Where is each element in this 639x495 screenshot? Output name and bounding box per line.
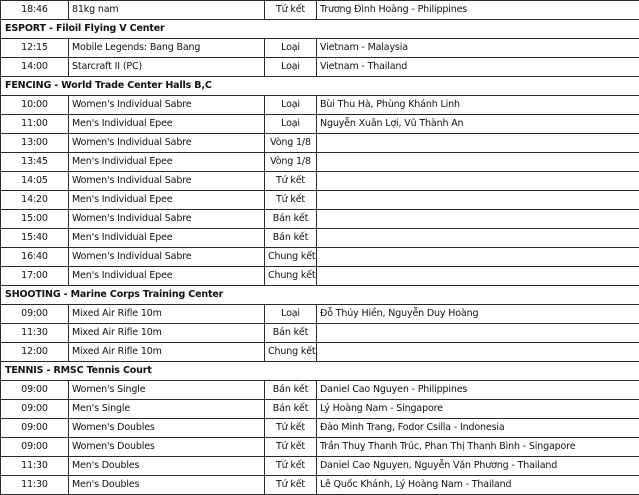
round-cell: Vòng 1/8: [265, 153, 317, 172]
time-cell: 18:46: [1, 1, 69, 20]
detail-cell: [317, 210, 639, 229]
detail-cell: [317, 343, 639, 362]
schedule-body: [1, 1, 639, 495]
event-cell: Mobile Legends: Bang Bang: [69, 39, 265, 58]
round-cell: Chung kết: [265, 267, 317, 286]
time-cell: 09:00: [1, 381, 69, 400]
detail-cell: Bùi Thu Hà, Phùng Khánh Linh: [317, 96, 639, 115]
event-cell: Men's Individual Epee: [69, 191, 265, 210]
schedule-row: [1, 381, 639, 400]
round-cell: Tứ kết: [265, 438, 317, 457]
schedule-row: [1, 267, 639, 286]
round-cell: Loại: [265, 96, 317, 115]
event-cell: Women's Individual Sabre: [69, 172, 265, 191]
round-cell: Bán kết: [265, 210, 317, 229]
venue-group-title: TENNIS - RMSC Tennis Court: [1, 362, 639, 381]
schedule-row: [1, 343, 639, 362]
schedule-row: [1, 305, 639, 324]
detail-cell: [317, 324, 639, 343]
time-cell: 14:05: [1, 172, 69, 191]
schedule-row: [1, 1, 639, 20]
round-cell: Vòng 1/8: [265, 134, 317, 153]
detail-cell: Trương Đình Hoàng - Philippines: [317, 1, 639, 20]
event-cell: Men's Individual Epee: [69, 153, 265, 172]
schedule-row: [1, 229, 639, 248]
round-cell: Tứ kết: [265, 476, 317, 495]
time-cell: 11:30: [1, 324, 69, 343]
schedule-row: [1, 58, 639, 77]
event-cell: Men's Individual Epee: [69, 267, 265, 286]
schedule-row: [1, 115, 639, 134]
schedule-row: [1, 153, 639, 172]
event-cell: Women's Doubles: [69, 419, 265, 438]
venue-group-header: [1, 362, 639, 381]
time-cell: 14:00: [1, 58, 69, 77]
time-cell: 13:45: [1, 153, 69, 172]
detail-cell: [317, 229, 639, 248]
event-cell: Men's Doubles: [69, 476, 265, 495]
time-cell: 12:00: [1, 343, 69, 362]
event-cell: Mixed Air Rifle 10m: [69, 305, 265, 324]
time-cell: 11:30: [1, 457, 69, 476]
venue-group-header: [1, 20, 639, 39]
detail-cell: Lý Hoàng Nam - Singapore: [317, 400, 639, 419]
event-cell: Men's Single: [69, 400, 265, 419]
schedule-row: [1, 419, 639, 438]
event-cell: Mixed Air Rifle 10m: [69, 343, 265, 362]
detail-cell: Nguyễn Xuân Lợi, Vũ Thành An: [317, 115, 639, 134]
venue-group-header: [1, 77, 639, 96]
round-cell: Chung kết: [265, 343, 317, 362]
detail-cell: Vietnam - Thailand: [317, 58, 639, 77]
detail-cell: Đào Minh Trang, Fodor Csilla - Indonesia: [317, 419, 639, 438]
detail-cell: [317, 153, 639, 172]
event-cell: Men's Doubles: [69, 457, 265, 476]
schedule-row: [1, 210, 639, 229]
event-cell: Women's Doubles: [69, 438, 265, 457]
event-cell: Men's Individual Epee: [69, 115, 265, 134]
schedule-row: [1, 96, 639, 115]
time-cell: 09:00: [1, 400, 69, 419]
time-cell: 10:00: [1, 96, 69, 115]
schedule-row: [1, 457, 639, 476]
round-cell: Loại: [265, 58, 317, 77]
detail-cell: [317, 248, 639, 267]
schedule-row: [1, 191, 639, 210]
event-cell: 81kg nam: [69, 1, 265, 20]
detail-cell: [317, 191, 639, 210]
venue-group-title: FENCING - World Trade Center Halls B,C: [1, 77, 639, 96]
round-cell: Bán kết: [265, 229, 317, 248]
event-cell: Women's Individual Sabre: [69, 96, 265, 115]
venue-group-header: [1, 286, 639, 305]
time-cell: 11:30: [1, 476, 69, 495]
time-cell: 09:00: [1, 438, 69, 457]
time-cell: 15:00: [1, 210, 69, 229]
detail-cell: [317, 172, 639, 191]
round-cell: Tứ kết: [265, 172, 317, 191]
detail-cell: Daniel Cao Nguyen, Nguyễn Văn Phương - Thailand: [317, 457, 639, 476]
round-cell: Tứ kết: [265, 419, 317, 438]
round-cell: Tứ kết: [265, 1, 317, 20]
event-cell: Women's Individual Sabre: [69, 210, 265, 229]
detail-cell: Lê Quốc Khánh, Lý Hoàng Nam - Thailand: [317, 476, 639, 495]
event-cell: Women's Individual Sabre: [69, 134, 265, 153]
schedule-row: [1, 438, 639, 457]
schedule-row: [1, 39, 639, 58]
detail-cell: [317, 134, 639, 153]
schedule-row: [1, 172, 639, 191]
round-cell: Bán kết: [265, 324, 317, 343]
round-cell: Bán kết: [265, 400, 317, 419]
detail-cell: Daniel Cao Nguyen - Philippines: [317, 381, 639, 400]
round-cell: Bán kết: [265, 381, 317, 400]
time-cell: 09:00: [1, 305, 69, 324]
schedule-row: [1, 400, 639, 419]
event-cell: Women's Single: [69, 381, 265, 400]
detail-cell: Trần Thuỵ Thanh Trúc, Phan Thị Thanh Bình - Singapore: [317, 438, 639, 457]
round-cell: Chung kết: [265, 248, 317, 267]
time-cell: 09:00: [1, 419, 69, 438]
time-cell: 17:00: [1, 267, 69, 286]
time-cell: 16:40: [1, 248, 69, 267]
event-cell: Women's Individual Sabre: [69, 248, 265, 267]
schedule-row: [1, 248, 639, 267]
detail-cell: Vietnam - Malaysia: [317, 39, 639, 58]
detail-cell: Đỗ Thúy Hiền, Nguyễn Duy Hoàng: [317, 305, 639, 324]
round-cell: Loại: [265, 305, 317, 324]
event-cell: Mixed Air Rifle 10m: [69, 324, 265, 343]
round-cell: Tứ kết: [265, 191, 317, 210]
schedule-row: [1, 134, 639, 153]
round-cell: Tứ kết: [265, 457, 317, 476]
event-cell: Starcraft II (PC): [69, 58, 265, 77]
venue-group-title: SHOOTING - Marine Corps Training Center: [1, 286, 639, 305]
event-cell: Men's Individual Epee: [69, 229, 265, 248]
schedule-row: [1, 324, 639, 343]
detail-cell: [317, 267, 639, 286]
time-cell: 12:15: [1, 39, 69, 58]
venue-group-title: ESPORT - Filoil Flying V Center: [1, 20, 639, 39]
time-cell: 15:40: [1, 229, 69, 248]
time-cell: 14:20: [1, 191, 69, 210]
time-cell: 13:00: [1, 134, 69, 153]
round-cell: Loại: [265, 39, 317, 58]
time-cell: 11:00: [1, 115, 69, 134]
round-cell: Loại: [265, 115, 317, 134]
